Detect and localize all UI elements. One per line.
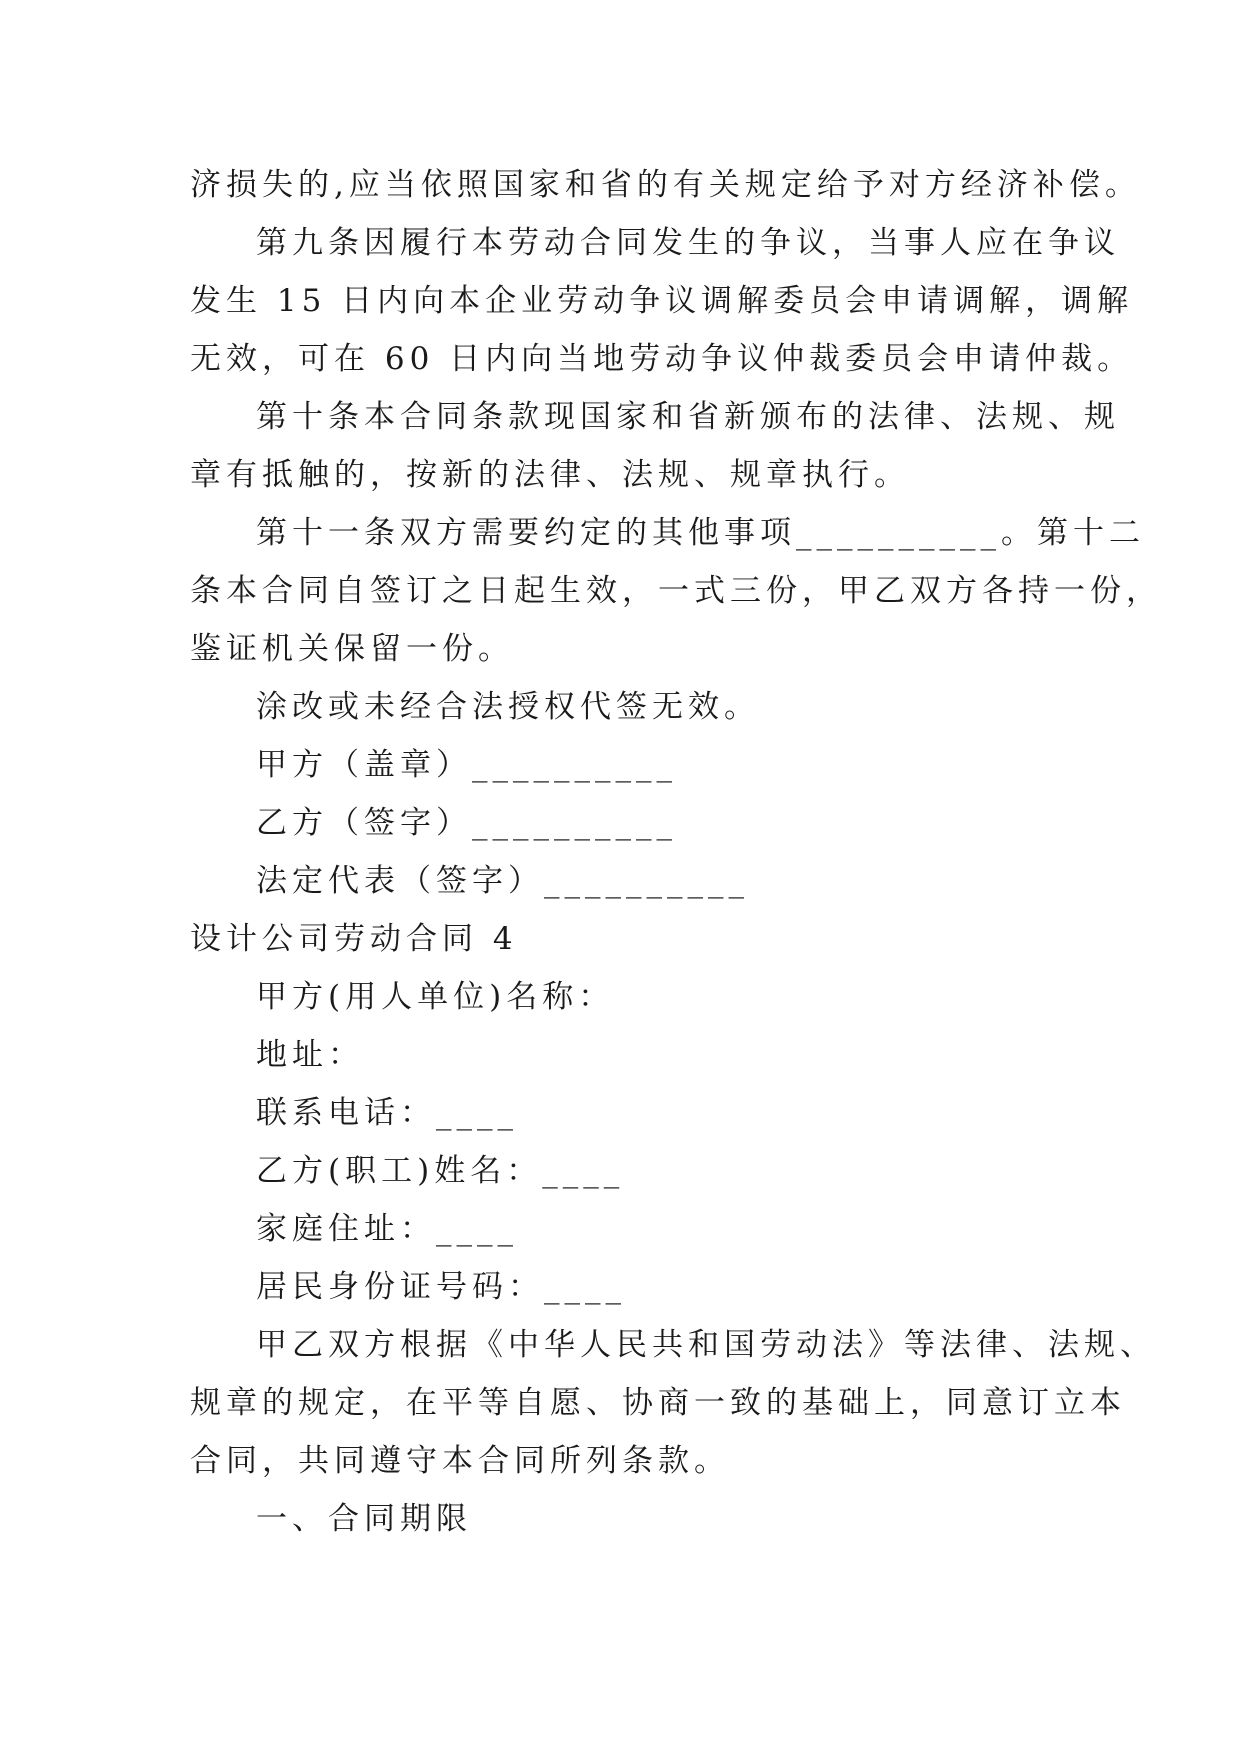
text-line-7: 第十一条双方需要约定的其他事项__________。第十二 xyxy=(256,515,1145,551)
section-heading: 设计公司劳动合同 4 xyxy=(190,921,518,957)
text-line-2: 第九条因履行本劳动合同发生的争议，当事人应在争议 xyxy=(256,225,1120,261)
text-line-23: 合同，共同遵守本合同所列条款。 xyxy=(190,1443,730,1479)
text-line-8: 条本合同自签订之日起生效，一式三份，甲乙双方各持一份， xyxy=(190,573,1162,609)
party-a-seal-line: 甲方（盖章）__________ xyxy=(256,747,677,783)
contract-term-heading: 一、合同期限 xyxy=(256,1501,472,1537)
text-line-10: 涂改或未经合法授权代签无效。 xyxy=(256,689,760,725)
text-line-1: 济损失的,应当依照国家和省的有关规定给予对方经济补偿。 xyxy=(190,167,1141,203)
home-address-line: 家庭住址：____ xyxy=(256,1211,518,1247)
address-line: 地址： xyxy=(256,1037,364,1073)
text-line-3: 发生 15 日内向本企业劳动争议调解委员会申请调解，调解 xyxy=(190,283,1134,319)
phone-line: 联系电话：____ xyxy=(256,1095,518,1131)
employer-name-line: 甲方(用人单位)名称： xyxy=(256,979,615,1015)
text-line-4: 无效，可在 60 日内向当地劳动争议仲裁委员会申请仲裁。 xyxy=(190,341,1134,377)
text-line-9: 鉴证机关保留一份。 xyxy=(190,631,514,667)
legal-rep-sign-line: 法定代表（签字）__________ xyxy=(256,863,749,899)
id-number-line: 居民身份证号码：____ xyxy=(256,1269,626,1305)
employee-name-line: 乙方(职工)姓名：____ xyxy=(256,1153,625,1189)
party-b-sign-line: 乙方（签字）__________ xyxy=(256,805,677,841)
text-line-5: 第十条本合同条款现国家和省新颁布的法律、法规、规 xyxy=(256,399,1120,435)
text-line-22: 规章的规定，在平等自愿、协商一致的基础上，同意订立本 xyxy=(190,1385,1126,1421)
text-line-6: 章有抵触的，按新的法律、法规、规章执行。 xyxy=(190,457,910,493)
text-line-21: 甲乙双方根据《中华人民共和国劳动法》等法律、法规、 xyxy=(256,1327,1156,1363)
